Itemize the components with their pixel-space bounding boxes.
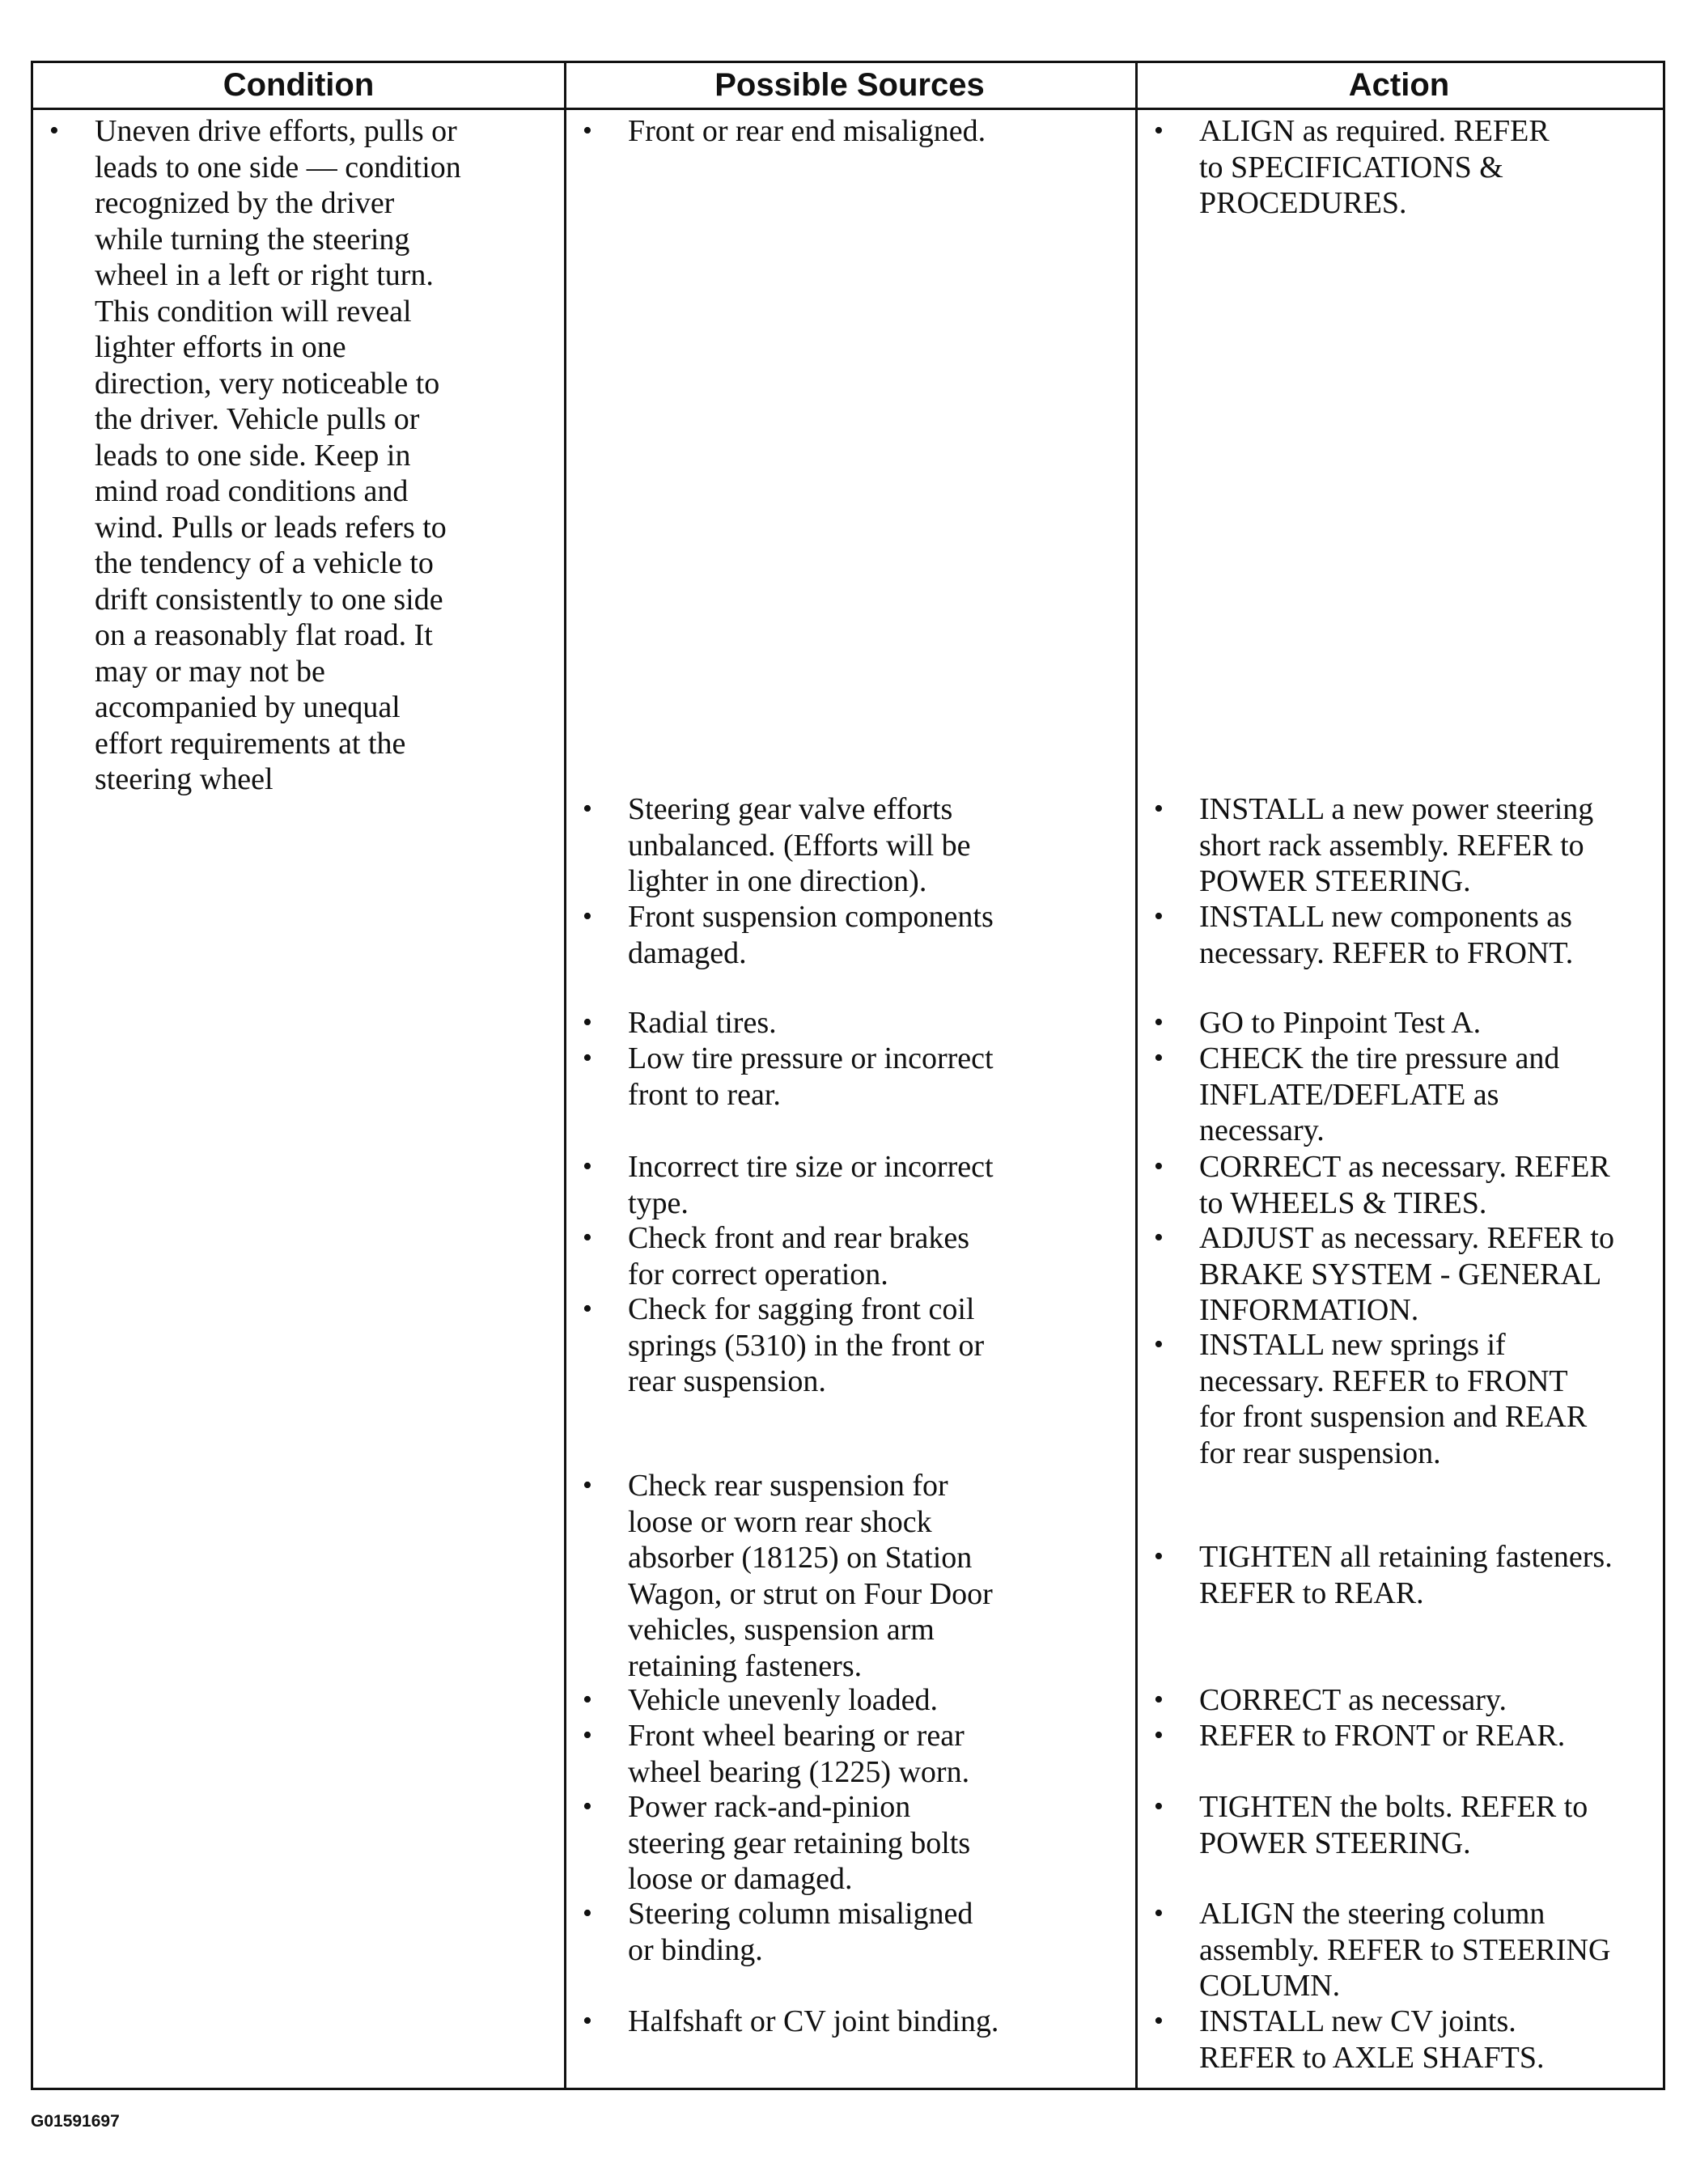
- condition-text: Uneven drive efforts, pulls or leads to one side — condition recognized by the driver while turning the steering wheel in a left or right turn. This condition will reveal lighter efforts in one direction, very noticeable to the driver. Vehicle pulls or leads to one side. Keep in mind road conditions and wind. Pulls or leads refers to the tendency of a vehicle to drift consistently to one side on a reasonably flat road. It may or may not be accompanied by unequal effort requirements at the steering wheel: [95, 114, 461, 796]
- header-possible-sources: Possible Sources: [564, 63, 1135, 110]
- source-text: Check front and rear brakes for correct operation.: [628, 1221, 970, 1291]
- bullet: •: [1154, 794, 1164, 824]
- bullet: •: [583, 794, 592, 824]
- diagnosis-table: [31, 61, 1665, 2090]
- source-text: Steering column misaligned or binding.: [628, 1897, 973, 1967]
- action-item: [1138, 1539, 1663, 1611]
- bullet: •: [583, 116, 592, 146]
- source-item: [566, 1718, 1135, 1790]
- action-text: INSTALL new CV joints. REFER to AXLE SHAFTS.: [1199, 2004, 1545, 2075]
- bullet: •: [583, 1007, 592, 1037]
- source-text: Radial tires.: [628, 1006, 777, 1040]
- action-item: [1138, 1327, 1663, 1471]
- bullet: •: [583, 1720, 592, 1750]
- bullet: •: [1154, 901, 1164, 931]
- bullet: •: [1154, 116, 1164, 146]
- action-text: INSTALL a new power steering short rack assembly. REFER to POWER STEERING.: [1199, 792, 1594, 898]
- action-text: TIGHTEN all retaining fasteners. REFER to REAR.: [1199, 1540, 1613, 1610]
- source-text: Power rack-and-pinion steering gear retaining bolts loose or damaged.: [628, 1790, 971, 1896]
- bullet: •: [1154, 1329, 1164, 1359]
- action-item: [1138, 791, 1663, 900]
- action-text: ADJUST as necessary. REFER to BRAKE SYSTEM - GENERAL INFORMATION.: [1199, 1221, 1614, 1327]
- source-item: [566, 1291, 1135, 1400]
- bullet: •: [1154, 1720, 1164, 1750]
- header-action: Action: [1135, 63, 1663, 110]
- bullet: •: [1154, 1792, 1164, 1821]
- action-item: [1138, 1682, 1663, 1719]
- action-text: GO to Pinpoint Test A.: [1199, 1006, 1482, 1040]
- source-text: Steering gear valve efforts unbalanced. (Efforts will be lighter in one direction).: [628, 792, 971, 898]
- action-item: [1138, 1220, 1663, 1329]
- action-text: ALIGN the steering column assembly. REFER to STEERING COLUMN.: [1199, 1897, 1611, 2003]
- source-item: [566, 2004, 1135, 2040]
- source-text: Halfshaft or CV joint binding.: [628, 2004, 999, 2038]
- bullet: •: [583, 1470, 592, 1500]
- source-text: Check for sagging front coil springs (5310) in the front or rear suspension.: [628, 1292, 985, 1398]
- action-text: ALIGN as required. REFER to SPECIFICATIONS & PROCEDURES.: [1199, 114, 1550, 220]
- source-item: [566, 1041, 1135, 1113]
- bullet: •: [583, 1223, 592, 1253]
- action-text: CHECK the tire pressure and INFLATE/DEFLATE as necessary.: [1199, 1041, 1560, 1147]
- source-text: Front suspension components damaged.: [628, 900, 994, 970]
- bullet: •: [583, 1898, 592, 1928]
- source-item: [566, 1789, 1135, 1898]
- source-text: Low tire pressure or incorrect front to rear.: [628, 1041, 994, 1112]
- action-column: [1138, 110, 1663, 2088]
- action-text: REFER to FRONT or REAR.: [1199, 1719, 1566, 1753]
- bullet: •: [1154, 1898, 1164, 1928]
- bullet: •: [583, 1792, 592, 1821]
- condition-column: [33, 110, 564, 2088]
- action-item: [1138, 113, 1663, 222]
- action-item: [1138, 1789, 1663, 1861]
- action-text: INSTALL new components as necessary. REFER to FRONT.: [1199, 900, 1574, 970]
- action-item: [1138, 2004, 1663, 2076]
- source-text: Front wheel bearing or rear wheel bearing (1225) worn.: [628, 1719, 970, 1789]
- figure-code: G01591697: [31, 2112, 120, 2131]
- bullet: •: [1154, 1223, 1164, 1253]
- source-text: Incorrect tire size or incorrect type.: [628, 1150, 994, 1220]
- bullet: •: [1154, 2006, 1164, 2036]
- action-item: [1138, 1149, 1663, 1221]
- action-text: TIGHTEN the bolts. REFER to POWER STEERING.: [1199, 1790, 1588, 1860]
- source-item: [566, 1896, 1135, 1968]
- bullet: •: [583, 2006, 592, 2036]
- bullet: •: [583, 1294, 592, 1324]
- bullet: •: [583, 1043, 592, 1073]
- source-item: [566, 1005, 1135, 1041]
- sources-column: [566, 110, 1135, 2088]
- bullet: •: [1154, 1043, 1164, 1073]
- bullet: •: [1154, 1007, 1164, 1037]
- bullet: •: [583, 901, 592, 931]
- bullet: •: [1154, 1542, 1164, 1571]
- action-item: [1138, 899, 1663, 971]
- bullet: •: [583, 1151, 592, 1181]
- bullet: •: [583, 1685, 592, 1715]
- source-text: Vehicle unevenly loaded.: [628, 1683, 939, 1717]
- condition-item: [33, 113, 564, 798]
- source-item: [566, 899, 1135, 971]
- source-item: [566, 1220, 1135, 1292]
- source-item: [566, 791, 1135, 900]
- action-text: INSTALL new springs if necessary. REFER to FRONT for front suspension and REAR for rear suspension.: [1199, 1328, 1588, 1470]
- action-item: [1138, 1896, 1663, 2004]
- source-text: Front or rear end misaligned.: [628, 114, 986, 148]
- action-text: CORRECT as necessary.: [1199, 1683, 1507, 1717]
- bullet: •: [1154, 1685, 1164, 1715]
- header-condition: Condition: [33, 63, 564, 110]
- action-item: [1138, 1718, 1663, 1754]
- source-text: Check rear suspension for loose or worn rear shock absorber (18125) on Station Wagon, or strut on Four Door vehicles, suspension arm retaining fasteners.: [628, 1469, 993, 1683]
- action-item: [1138, 1041, 1663, 1149]
- action-item: [1138, 1005, 1663, 1041]
- bullet: •: [1154, 1151, 1164, 1181]
- source-item: [566, 1149, 1135, 1221]
- source-item: [566, 113, 1135, 150]
- action-text: CORRECT as necessary. REFER to WHEELS & TIRES.: [1199, 1150, 1610, 1220]
- source-item: [566, 1682, 1135, 1719]
- bullet: •: [49, 116, 59, 146]
- source-item: [566, 1468, 1135, 1684]
